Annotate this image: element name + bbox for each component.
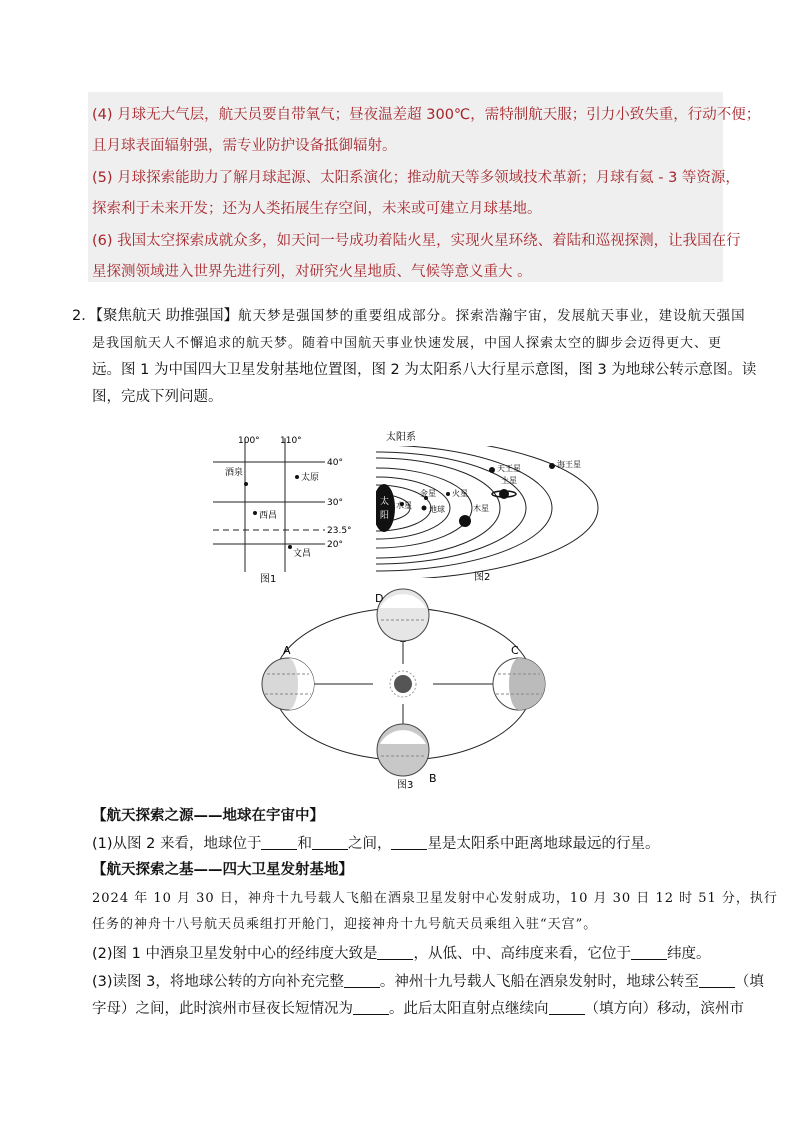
- planet-earth: 地球: [429, 505, 445, 514]
- label-b: B: [429, 772, 437, 785]
- question-tag: 【聚焦航天 助推强国】: [95, 308, 239, 324]
- news-line-1: 2024 年 10 月 30 日，神舟十九号载人飞船在酒泉卫星发射中心发射成功，10 月 30 日 12 时 51 分，执行: [92, 891, 778, 906]
- question-1: (1)从图 2 来看，地球位于 和 之间， 星是太阳系中距离地球最远的行星。: [92, 836, 660, 852]
- site-taiyuan: 太原: [301, 473, 320, 483]
- blank: [344, 973, 380, 988]
- question-2-line-1: [72, 304, 746, 325]
- globe-a: [262, 658, 314, 710]
- planet-saturn: 土星: [501, 476, 517, 485]
- blank: [312, 835, 348, 850]
- site-jiuquan-dot: [244, 482, 248, 486]
- figure-2-solar-system: [376, 428, 606, 590]
- figure-1-launch-sites-map: [205, 430, 365, 590]
- question-3-line-1: (3)读图 3，将地球公转的方向补充完整 。神州十九号载人飞船在酒泉发射时，地球公转至 （填: [92, 974, 764, 990]
- answer-4-line-2: 且月球表面辐射强，需专业防护设备抵御辐射。: [92, 138, 397, 154]
- answer-5-line-1: (5) 月球探索能助力了解月球起源、太阳系演化；推动航天等多领域技术革新；月球有氦 - 3 等资源，: [92, 170, 740, 186]
- question-3-line-2: 字母）之间，此时滨州市昼夜长短情况为 。此后太阳直射点继续向 （填方向）移动，滨州市: [92, 1001, 744, 1017]
- label-d: D: [375, 592, 384, 605]
- site-taiyuan-dot: [295, 475, 299, 479]
- site-xichang-dot: [253, 511, 257, 515]
- globe-b: [377, 724, 429, 776]
- planet-neptune: 海王星: [557, 460, 581, 469]
- globe-c: [493, 658, 545, 710]
- globe-d: [377, 589, 429, 641]
- planet-venus: 金星: [420, 489, 436, 498]
- question-2-sub: (2)图 1 中酒泉卫星发射中心的经纬度大致是 ，从低、中、高纬度来看，它位于 纬度。: [92, 946, 711, 962]
- section-2-heading: 【航天探索之基——四大卫星发射基地】: [92, 862, 353, 878]
- blank: [631, 945, 667, 960]
- lat-20: 20°: [327, 540, 343, 550]
- site-wenchang: 文昌: [293, 549, 312, 559]
- planet-uranus: 天王星: [497, 464, 521, 473]
- answer-4-line-1: (4) 月球无大气层，航天员要自带氧气；昼夜温差超 300℃，需特制航天服；引力小致失重，行动不便；: [92, 107, 761, 123]
- figure-2-caption: 图2: [474, 572, 491, 583]
- question-text: 航天梦是强国梦的重要组成部分。探索浩瀚宇宙，发展航天事业，建设航天强国: [238, 308, 746, 324]
- sun-label-2: 阳: [380, 511, 390, 521]
- sun-label-1: 太: [380, 497, 390, 507]
- blank: [353, 1000, 389, 1015]
- lon-100: 100°: [238, 436, 260, 446]
- figure-2-title: 太阳系: [386, 432, 416, 443]
- planet-jupiter: 木星: [473, 504, 489, 513]
- figure-1-caption: 图1: [260, 574, 277, 585]
- blank: [377, 945, 413, 960]
- blank: [261, 835, 297, 850]
- label-c: C: [511, 644, 519, 657]
- site-wenchang-dot: [288, 545, 292, 549]
- site-xichang: 西昌: [259, 511, 278, 521]
- blank: [699, 973, 735, 988]
- figure-3-earth-revolution: [255, 588, 555, 794]
- site-jiuquan: 酒泉: [225, 468, 244, 478]
- answer-5-line-2: 探索利于未来开发；还为人类拓展生存空间，未来或可建立月球基地。: [92, 201, 542, 217]
- lat-40: 40°: [327, 458, 343, 468]
- section-1-heading: 【航天探索之源——地球在宇宙中】: [92, 808, 324, 824]
- label-a: A: [283, 644, 291, 657]
- question-2-line-4: 图，完成下列问题。: [92, 389, 223, 405]
- answer-6-line-1: (6) 我国太空探索成就众多，如天问一号成功着陆火星，实现火星环绕、着陆和巡视探测，让我国在行: [92, 233, 741, 249]
- blank: [391, 835, 427, 850]
- lat-23-5: 23.5°: [327, 526, 352, 536]
- sun-center: [394, 675, 412, 693]
- lat-30: 30°: [327, 498, 343, 508]
- question-number: 2．: [72, 308, 96, 324]
- planet-mercury: 水星: [396, 501, 412, 510]
- blank: [549, 1000, 585, 1015]
- sun: [376, 484, 395, 532]
- answer-6-line-2: 星探测领域进入世界先进行列，对研究火星地质、气候等意义重大 。: [92, 264, 532, 280]
- question-2-line-2: 是我国航天人不懈追求的航天梦。随着中国航天事业快速发展，中国人探索太空的脚步会迈得更大、更: [92, 336, 723, 351]
- lon-110: 110°: [280, 436, 302, 446]
- planet-mars: 火星: [452, 489, 468, 498]
- figure-3-caption: 图3: [397, 780, 414, 791]
- news-line-2: 任务的神舟十八号航天员乘组打开舱门，迎接神舟十九号航天员乘组入驻“天宫”。: [92, 917, 598, 932]
- question-2-line-3: 远。图 1 为中国四大卫星发射基地位置图，图 2 为太阳系八大行星示意图，图 3 为地球公转示意图。读: [92, 362, 757, 378]
